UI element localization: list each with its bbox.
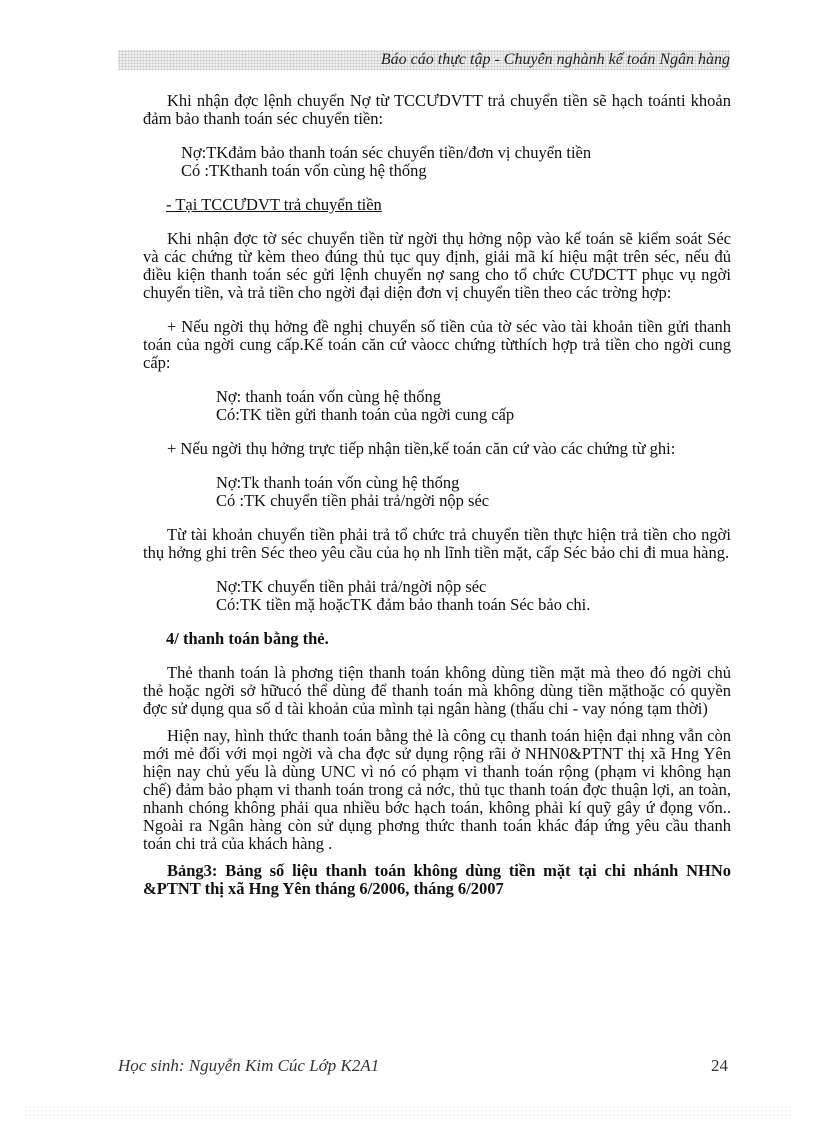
paragraph-6: Thẻ thanh toán là phơng tiện thanh toán không dùng tiền mặt mà theo đó ngời chủ thẻ hoặc ngời sở hữucó thể dùng để thanh toán mà không dùng tiền mặthoặc có quyền đợc sử dụng qua số d tài khoản của mình tại ngân hàng (thấu chi - vay nóng tạm thời) bbox=[143, 663, 731, 718]
entry-2-debit: Nợ: thanh toán vốn cùng hệ thống bbox=[216, 387, 442, 406]
page-number: 24 bbox=[711, 1056, 728, 1075]
paragraph-7: Hiện nay, hình thức thanh toán bằng thẻ là công cụ thanh toán hiện đại nhng vẫn còn mới mẻ đối với mọi ngời và cha đợc sử dụng rộng rãi ở NHN0&PTNT thị xã Hng Yên hiện nay chủ yếu là dùng UNC vì nó có phạm vi thanh toán rộng (phạm vi không hạn chế) đảm bảo phạm vi thanh toán trong cả nớc, thủ tục thanh toán đợc thuận lợi, an toàn, nhanh chóng không phải qua nhiều bớc hạch toán, không phải kí quỹ gây ứ đọng vốn.. Ngoài ra Ngân hàng còn sử dụng phơng thức thanh toán khác đáp ứng yêu cầu thanh toán chi trả của khách hàng . bbox=[143, 726, 731, 853]
section-heading-4: 4/ thanh toán bằng thẻ. bbox=[166, 629, 329, 648]
paragraph-5: Từ tài khoản chuyển tiền phải trả tổ chức trả chuyển tiền thực hiện trả tiền cho ngời thụ hởng ghi trên Séc theo yêu cầu của họ nh lĩnh tiền mặt, cấp Séc bảo chi đi mua hàng. bbox=[143, 525, 731, 562]
footer-band bbox=[24, 1105, 792, 1119]
footer-author: Học sinh: Nguyễn Kim Cúc Lớp K2A1 bbox=[118, 1056, 380, 1075]
paragraph-4: + Nếu ngời thụ hởng trực tiếp nhận tiền,kế toán căn cứ vào các chứng từ ghi: bbox=[167, 439, 676, 458]
paragraph-2: Khi nhận đợc tờ séc chuyển tiền từ ngời thụ hởng nộp vào kế toán sẽ kiểm soát Séc và các chứng từ kèm theo đúng thủ tục quy định, giải mã kí hiệu mật trên séc, nếu đủ điều kiện thanh toán séc gửi lệnh chuyển nợ sang cho tổ chức CƯDCTT phục vụ ngời chuyển tiền, và trả tiền cho ngời đại diện đơn vị chuyển tiền theo các trờng hợp: bbox=[143, 229, 731, 302]
table-caption: Bảng3: Bảng số liệu thanh toán không dùng tiền mặt tại chi nhánh NHNo &PTNT thị xã Hng Yên tháng 6/2006, tháng 6/2007 bbox=[143, 861, 731, 898]
entry-3-credit: Có :TK chuyển tiền phải trả/ngời nộp séc bbox=[216, 491, 490, 510]
entry-1-credit: Có :TKthanh toán vốn cùng hệ thống bbox=[181, 161, 427, 180]
entry-4-debit: Nợ:TK chuyển tiền phải trả/ngời nộp séc bbox=[216, 577, 487, 596]
paragraph-3: + Nếu ngời thụ hởng đề nghị chuyển số tiền của tờ séc vào tài khoản tiền gửi thanh toán của ngời cung cấp.Kế toán căn cứ vàocc chứng từthích hợp trả tiền cho ngời cung cấp: bbox=[143, 317, 731, 372]
entry-4-credit: Có:TK tiền mặ hoặcTK đảm bảo thanh toán Séc bảo chi. bbox=[216, 595, 591, 614]
entry-3-debit: Nợ:Tk thanh toán vốn cùng hệ thống bbox=[216, 473, 460, 492]
entry-2-credit: Có:TK tiền gửi thanh toán của ngời cung cấp bbox=[216, 405, 515, 424]
running-header: Báo cáo thực tập - Chuyên nghành kế toán Ngân hàng bbox=[380, 51, 730, 68]
page-body bbox=[143, 92, 731, 898]
section-title: - Tại TCCƯDVT trả chuyển tiền bbox=[166, 195, 382, 214]
paragraph-1: Khi nhận đợc lệnh chuyển Nợ từ TCCƯDVTT trả chuyển tiền sẽ hạch toánti khoản đảm bảo thanh toán séc chuyển tiền: bbox=[143, 91, 731, 128]
entry-1-debit: Nợ:TKđảm bảo thanh toán séc chuyển tiền/đơn vị chuyển tiền bbox=[181, 143, 592, 162]
